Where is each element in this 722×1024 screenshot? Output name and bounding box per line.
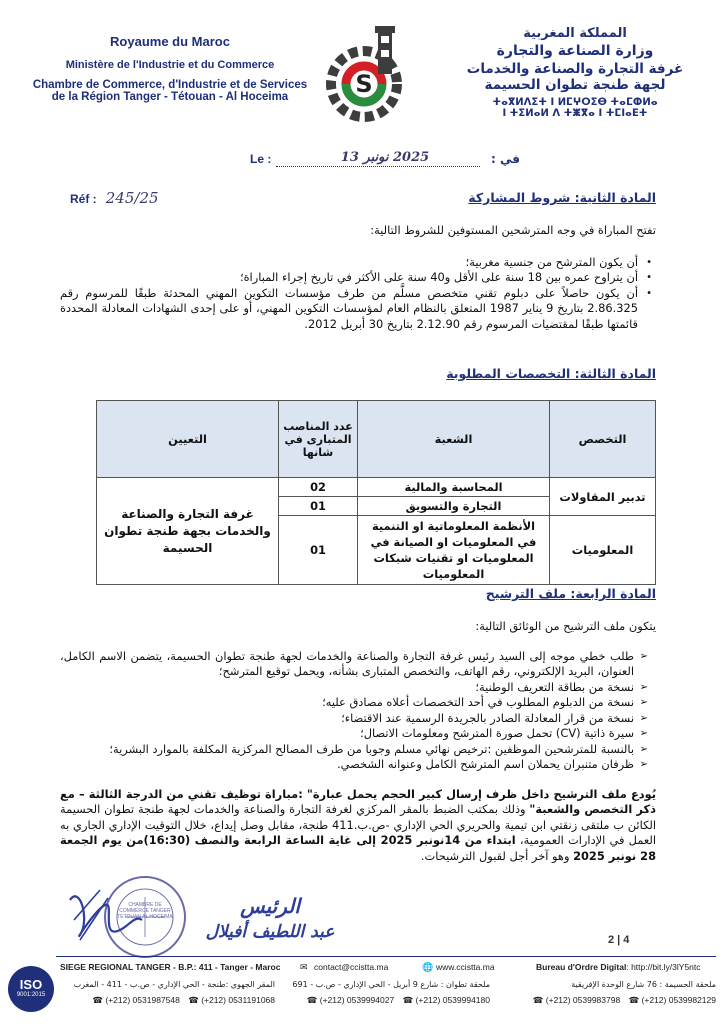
hoceima-address: ملحقة الحسيمة : 76 شارع الوحدة الإفريقية	[571, 980, 716, 989]
footer-addresses	[60, 980, 716, 1020]
footer-col-tetouan	[280, 980, 490, 1006]
signatory-title: الرئيس	[240, 894, 300, 918]
footer-website-link[interactable]: www.ccistta.ma	[436, 962, 495, 972]
cell-posts: 02	[279, 478, 358, 497]
list-item: • أن يتراوح عمره بين 18 سنة على الأقل و40 سنة على الأكثر في تاريخ إجراء المباراة؛	[239, 270, 652, 284]
tetouan-phones: ☎ (+212) 0539994027 ☎ (+212) 0539994180	[306, 995, 490, 1005]
ar-ministry: وزارة الصناعة والتجارة	[496, 43, 654, 59]
date-line	[250, 152, 520, 172]
cell-posts: 01	[279, 516, 358, 585]
article-4-closing	[60, 787, 656, 865]
article-2	[60, 190, 656, 332]
list-item: ➢ نسخة من قرار المعادلة الصادر بالجريدة الرسمية عند الاقتضاء؛	[341, 710, 648, 725]
cell-specialty: المعلوميات	[550, 516, 656, 585]
fax-icon: ☎	[402, 995, 414, 1005]
list-item: ➢ سيرة ذاتية (CV) تحمل صورة المترشح ومعلومات الاتصال؛	[360, 726, 648, 740]
footer-siege: SIEGE REGIONAL TANGER - B.P.: 411 - Tanger - Maroc	[60, 962, 281, 972]
date-label-fi: في :	[491, 152, 520, 166]
fax-icon: ☎	[188, 995, 199, 1005]
header-ar-block	[440, 26, 710, 119]
footer-bureau-link[interactable]: : http://bit.ly/3lY5ntc	[626, 962, 701, 972]
logo-letter: S	[355, 70, 373, 98]
phone-icon: ☎	[532, 995, 544, 1005]
list-item: ➢ نسخة من بطاقة التعريف الوطنية؛	[475, 679, 648, 694]
phone-icon: ☎	[306, 995, 318, 1005]
header-posts: عدد المناصب المتبارى في شانها	[279, 401, 358, 478]
article-2-intro: تفتح المباراة في وجه المترشحين المستوفين للشروط التالية:	[370, 223, 656, 237]
hoceima-phones: ☎ (+212) 0539983798 ☎ (+212) 0539982129	[532, 995, 716, 1005]
specialties-table	[96, 400, 656, 585]
iso-badge	[8, 966, 54, 1012]
list-item: ➢ نسخة من الدبلوم المطلوب في أحد التخصصات أعلاه مصادق عليه؛	[322, 695, 648, 709]
cell-branch: الأنظمة المعلوماتية او التنمية في المعلوميات او الصيانة في المعلوميات او تقنيات شبكات المعلوميات	[358, 516, 550, 585]
reference-value: 245/25	[105, 189, 159, 207]
stamp-text: CHAMBRE DE COMMERCE TANGER TETOUAN AL HOCEIMA	[117, 902, 173, 920]
date-label-le: Le :	[250, 152, 272, 166]
article-4-title: المادة الرابعة: ملف الترشيح	[485, 586, 656, 601]
signature-block	[190, 894, 350, 942]
cell-branch: التجارة والتسويق	[358, 497, 550, 516]
page-number: 2 | 4	[608, 934, 630, 946]
tanger-address: المقر الجهوي :طنجة - الحي الإداري - ص.ب - 411 - المغرب	[73, 980, 275, 989]
closing-bold-1: يُودع ملف الترشيح داخل ظرف إرسال كبير الحجم يحمل عبارة" :مباراة توظيف تقني من الدرجة الثالثة – مع ذكر التخصص والشعبة"	[60, 786, 656, 816]
closing-bold-3: ابتداء من 14نونبر 2025 إلى غاية الساعة الرابعة والنصف (16:30)من يوم الجمعة 28 نونبر 2025	[60, 833, 656, 863]
cell-assignment: غرفة التجارة والصناعة والخدمات بجهة طنجة تطوان الحسيمة	[97, 478, 279, 585]
article-3-title: المادة الثالثة: التخصصات المطلوبة	[446, 366, 656, 381]
header-branch: الشعبة	[358, 401, 550, 478]
fr-chamber-line2: de la Région Tanger - Tétouan - Al Hoceima	[51, 91, 289, 103]
ar-chamber-line1: غرفة التجارة والصناعة والخدمات	[466, 61, 684, 77]
footer-line1	[60, 962, 720, 976]
closing-text-4: وهو آخر أجل لقبول الترشيحات.	[420, 848, 574, 863]
tetouan-address: ملحقة تطوان : شارع 9 أبريل - الحي الإداري - ص.ب - 691	[292, 980, 490, 989]
article-3	[60, 366, 656, 381]
footer-top-rule	[56, 956, 716, 957]
fr-chamber-line1: Chambre de Commerce, d'Industrie et de Services	[32, 79, 308, 91]
list-item: ➢ ظرفان متنبران يحملان اسم المترشح الكامل وعنوانه الشخصي.	[337, 757, 648, 771]
article-4-list	[60, 649, 656, 773]
header-fr-block	[20, 34, 320, 103]
cell-specialty: تدبير المقاولات	[550, 478, 656, 516]
globe-icon: 🌐	[422, 962, 434, 972]
article-2-title: المادة الثانية: شروط المشاركة	[468, 190, 656, 205]
closing-text-2: وذلك بمكتب الضبط بالمقر المركزي لغرفة التجارة والصناعة والخدمات لجهة طنجة تطوان الحسيمة الكائن ب ملتقى زنقتي ابن تيمية والحريري الحي الإداري -ص.ب.411 طنجة، مقابل وصل إيداع، خلال التوقيت الإداري الجاري به العمل في الإدارات العمومية،	[60, 802, 656, 847]
fr-ministry: Ministère de l'Industrie et du Commerce	[65, 59, 275, 71]
ar-kingdom: المملكة المغربية	[523, 26, 627, 41]
reference-label: Réf :	[70, 192, 97, 206]
iso-text: ISO	[19, 977, 43, 992]
list-item: ➢ طلب خطي موجه إلى السيد رئيس غرفة التجارة والصناعة والخدمات لجهة طنجة تطوان الحسيمة، يتضمن الاسم الكامل، العنوان، البريد الإلكتروني، رقم الهاتف، والتخصص المتبارى بشأنه، ويحمل توقيع المترشح؛	[60, 648, 648, 678]
footer-col-hoceima	[496, 980, 716, 1006]
article-4	[60, 586, 656, 864]
ar-chamber-line2: لجهة طنجة تطوان الحسيمة	[484, 77, 666, 93]
tifinagh-line2: ⵏ ⵜⵉⵍⴰⵍ ⴷ ⵜⵥⴳⴰ ⵏ ⵜⵎⵏⴰⴹⵜ	[502, 108, 648, 119]
footer-bureau	[536, 962, 701, 972]
fr-kingdom: Royaume du Maroc	[110, 34, 230, 49]
cell-branch: المحاسبة والمالية	[358, 478, 550, 497]
list-item: • أن يكون المترشح من جنسية مغربية؛	[465, 254, 652, 269]
signatory-name: عبد اللطيف أفيلال	[205, 922, 335, 942]
cell-posts: 01	[279, 497, 358, 516]
header-specialty: التخصص	[550, 401, 656, 478]
chamber-logo	[322, 22, 412, 132]
table-row	[97, 478, 656, 497]
tanger-phones: ☎ (+212) 0531987548 ☎ (+212) 0531191068	[92, 995, 275, 1005]
article-4-intro: يتكون ملف الترشيح من الوثائق التالية:	[475, 619, 656, 633]
list-item: • أن يكون حاصلاً على دبلوم تقني متخصص مسلَّم من طرف مؤسسات التكوين المهني المحدثة طبقًا للمرسوم رقم 2.86.325 بتاريخ 9 يناير 1987 المتعلق بالنظام العام لمؤسسات التكوين المهني، أو على إحدى الشهادات المعادلة المحددة قائمتها طبقًا لمقتضيات المرسوم رقم 2.12.90 بتاريخ 30 أبريل 2012.	[60, 285, 652, 331]
footer-bureau-label: Bureau d'Ordre Digital	[536, 962, 627, 972]
list-item: ➢ بالنسبة للمترشحين الموظفين :ترخيص نهائي مسلم وجوبا من طرف المصالح المركزية المكلفة بالموارد البشرية؛	[109, 741, 648, 756]
footer-email-link[interactable]: contact@ccistta.ma	[314, 962, 389, 972]
table-header-row	[97, 401, 656, 478]
tifinagh-line1: ⵜⴰⴳⵍⴷⵉⵜ ⵏ ⵍⵎⵖⵔⵉⴱ ⵜⴰⵎⵀⵍⴰ	[492, 97, 658, 108]
footer-col-tanger	[60, 980, 275, 1006]
header-assignment: التعيين	[97, 401, 279, 478]
phone-icon: ☎	[92, 995, 104, 1005]
handwritten-date: 2025 نونبر 13	[340, 150, 430, 165]
mail-icon: ✉	[300, 962, 308, 972]
iso-subtext: 9001:2015	[16, 992, 46, 998]
fax-icon: ☎	[628, 995, 640, 1005]
article-2-list	[60, 255, 656, 333]
date-dotted-line	[276, 166, 480, 167]
handwritten-signature	[60, 880, 150, 960]
